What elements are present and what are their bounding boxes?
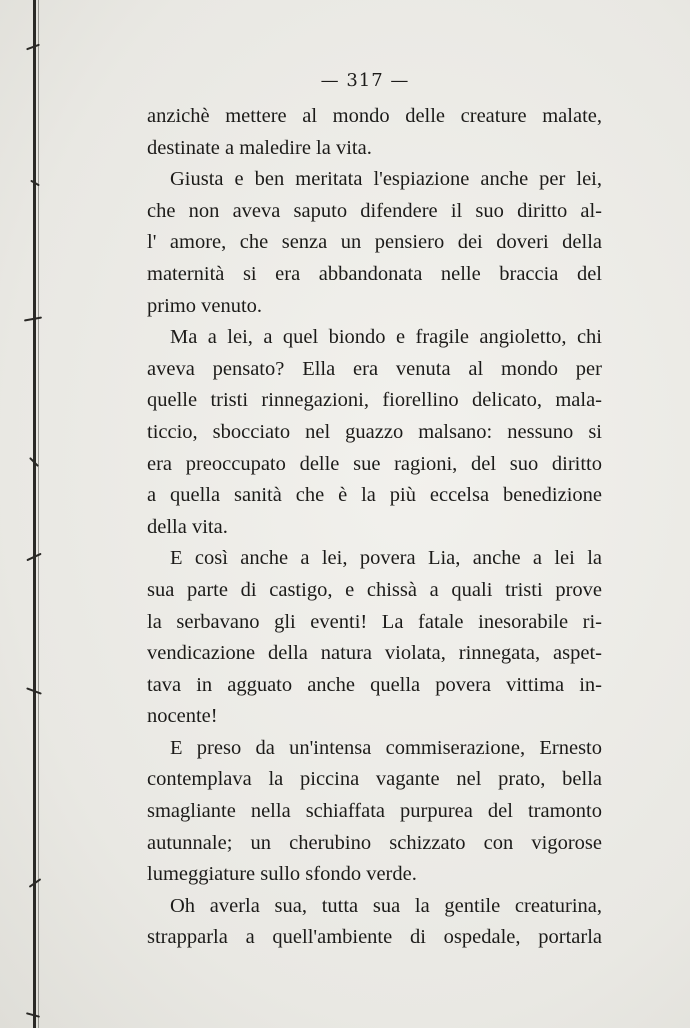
text-line: anzichè mettere al mondo delle creature malate, <box>147 105 602 127</box>
text-line: Giusta e ben meritata l'espiazione anche per lei, <box>170 168 602 191</box>
binding-stitch <box>22 876 44 890</box>
text-line: autunnale; un cherubino schizzato con vigorose <box>147 831 602 854</box>
body-text <box>147 101 602 954</box>
text-line: aveva pensato? Ella era venuta al mondo per <box>147 357 602 380</box>
text-line: Ma a lei, a quel biondo e fragile angioletto, chi <box>170 326 602 349</box>
binding-stitch <box>22 312 44 326</box>
text-line: strapparla a quell'ambiente di ospedale, portarla <box>147 926 602 949</box>
text-line: Oh averla sua, tutta sua la gentile creaturina, <box>170 894 602 917</box>
text-line: ticcio, sbocciato nel guazzo malsano: nessuno si <box>147 420 602 443</box>
binding-stitch <box>22 176 44 190</box>
text-line: sua parte di castigo, e chissà a quali tristi prove <box>147 578 602 601</box>
text-line: primo venuto. <box>147 294 263 317</box>
binding-edge <box>33 0 36 1028</box>
text-line: lumeggiature sullo sfondo verde. <box>147 863 417 886</box>
binding-stitch <box>22 1008 44 1022</box>
binding-stitch <box>22 455 44 469</box>
text-line: destinate a maledire la vita. <box>147 136 372 159</box>
text-line: la serbavano gli eventi! La fatale inesorabile ri- <box>147 610 602 633</box>
text-line: della vita. <box>147 515 228 538</box>
text-line: E preso da un'intensa commiserazione, Ernesto <box>170 736 602 759</box>
text-line: E così anche a lei, povera Lia, anche a lei la <box>170 547 602 570</box>
text-line: contemplava la piccina vagante nel prato, bella <box>147 768 602 791</box>
binding-stitch <box>22 550 44 564</box>
page-number-header: — 317 — <box>320 70 410 91</box>
text-line: vendicazione della natura violata, rinnegata, aspet- <box>147 642 602 665</box>
text-line: tava in agguato anche quella povera vittima in- <box>147 673 602 696</box>
text-line: l' amore, che senza un pensiero dei doveri della <box>147 231 602 254</box>
text-line: che non aveva saputo difendere il suo diritto al- <box>147 199 602 222</box>
binding-stitch <box>22 684 44 698</box>
text-line: a quella sanità che è la più eccelsa benedizione <box>147 484 602 507</box>
text-line: maternità si era abbandonata nelle braccia del <box>147 262 602 285</box>
text-line: smagliante nella schiaffata purpurea del tramonto <box>147 800 602 823</box>
text-line: quelle tristi rinnegazioni, fiorellino delicato, mala- <box>147 389 602 412</box>
binding-edge-shadow <box>38 0 39 1028</box>
binding-stitch <box>22 40 44 54</box>
text-line: nocente! <box>147 705 218 728</box>
text-line: era preoccupato delle sue ragioni, del suo diritto <box>147 452 602 475</box>
